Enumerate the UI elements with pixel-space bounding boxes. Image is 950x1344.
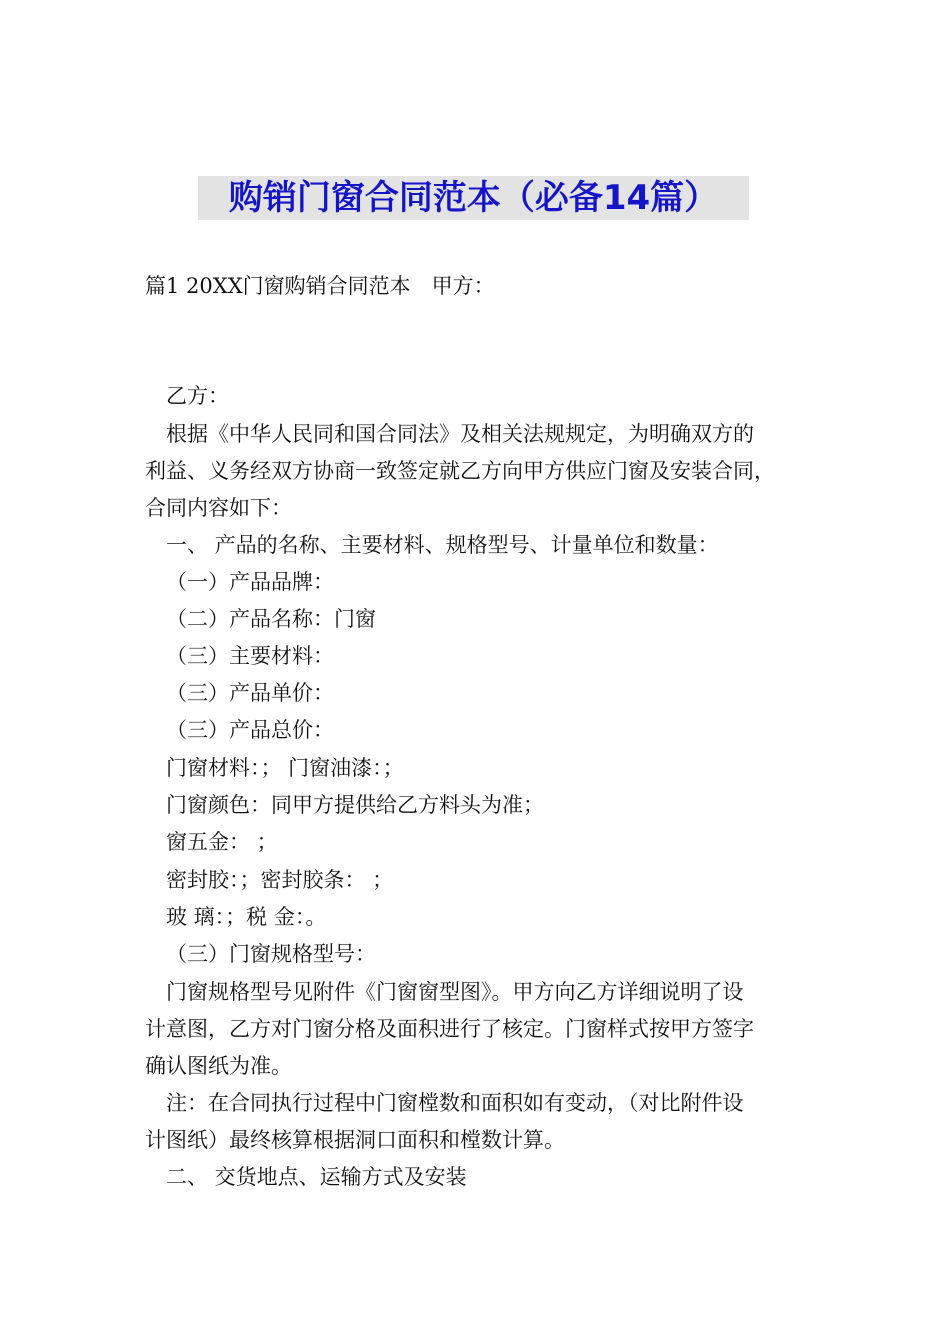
section-heading: 一、 产品的名称、主要材料、规格型号、计量单位和数量： — [166, 533, 719, 557]
text-line: （一）产品品牌： — [166, 570, 334, 594]
text-line: 门窗材料：； 门窗油漆：； — [166, 756, 404, 780]
text-line: （三）产品总价： — [166, 718, 334, 742]
text-line: 利益、义务经双方协商一致签定就乙方向甲方供应门窗及安装合同， — [145, 459, 775, 483]
text-line: 玻 璃：；税 金：。 — [166, 905, 327, 929]
text-line-heading: 篇1 20XX门窗购销合同范本 甲方： — [145, 274, 495, 298]
section-heading: 二、 交货地点、运输方式及安装 — [166, 1165, 467, 1189]
text-line-party-b: 乙方： — [166, 384, 229, 408]
text-line: 计意图，乙方对门窗分格及面积进行了核定。门窗样式按甲方签字 — [145, 1017, 754, 1041]
text-line: 确认图纸为准。 — [145, 1054, 292, 1078]
text-line: （三）主要材料： — [166, 644, 334, 668]
text-line: 门窗规格型号见附件《门窗窗型图》。甲方向乙方详细说明了设 — [166, 980, 744, 1004]
text-line: 密封胶：；密封胶条： ； — [166, 868, 394, 892]
text-line: 计图纸）最终核算根据洞口面积和樘数计算。 — [145, 1128, 565, 1152]
text-line: （二）产品名称：门窗 — [166, 607, 376, 631]
text-line: （三）产品单价： — [166, 681, 334, 705]
text-line: （三）门窗规格型号： — [166, 942, 376, 966]
document-title: 购销门窗合同范本（必备14篇） — [198, 176, 749, 220]
text-line: 根据《中华人民同和国合同法》及相关法规规定，为明确双方的 — [166, 422, 754, 446]
text-line: 窗五金： ； — [166, 830, 278, 854]
text-line: 门窗颜色：同甲方提供给乙方料头为准； — [166, 793, 544, 817]
text-line: 注：在合同执行过程中门窗樘数和面积如有变动，（对比附件设 — [166, 1091, 744, 1115]
text-line: 合同内容如下： — [145, 496, 292, 520]
